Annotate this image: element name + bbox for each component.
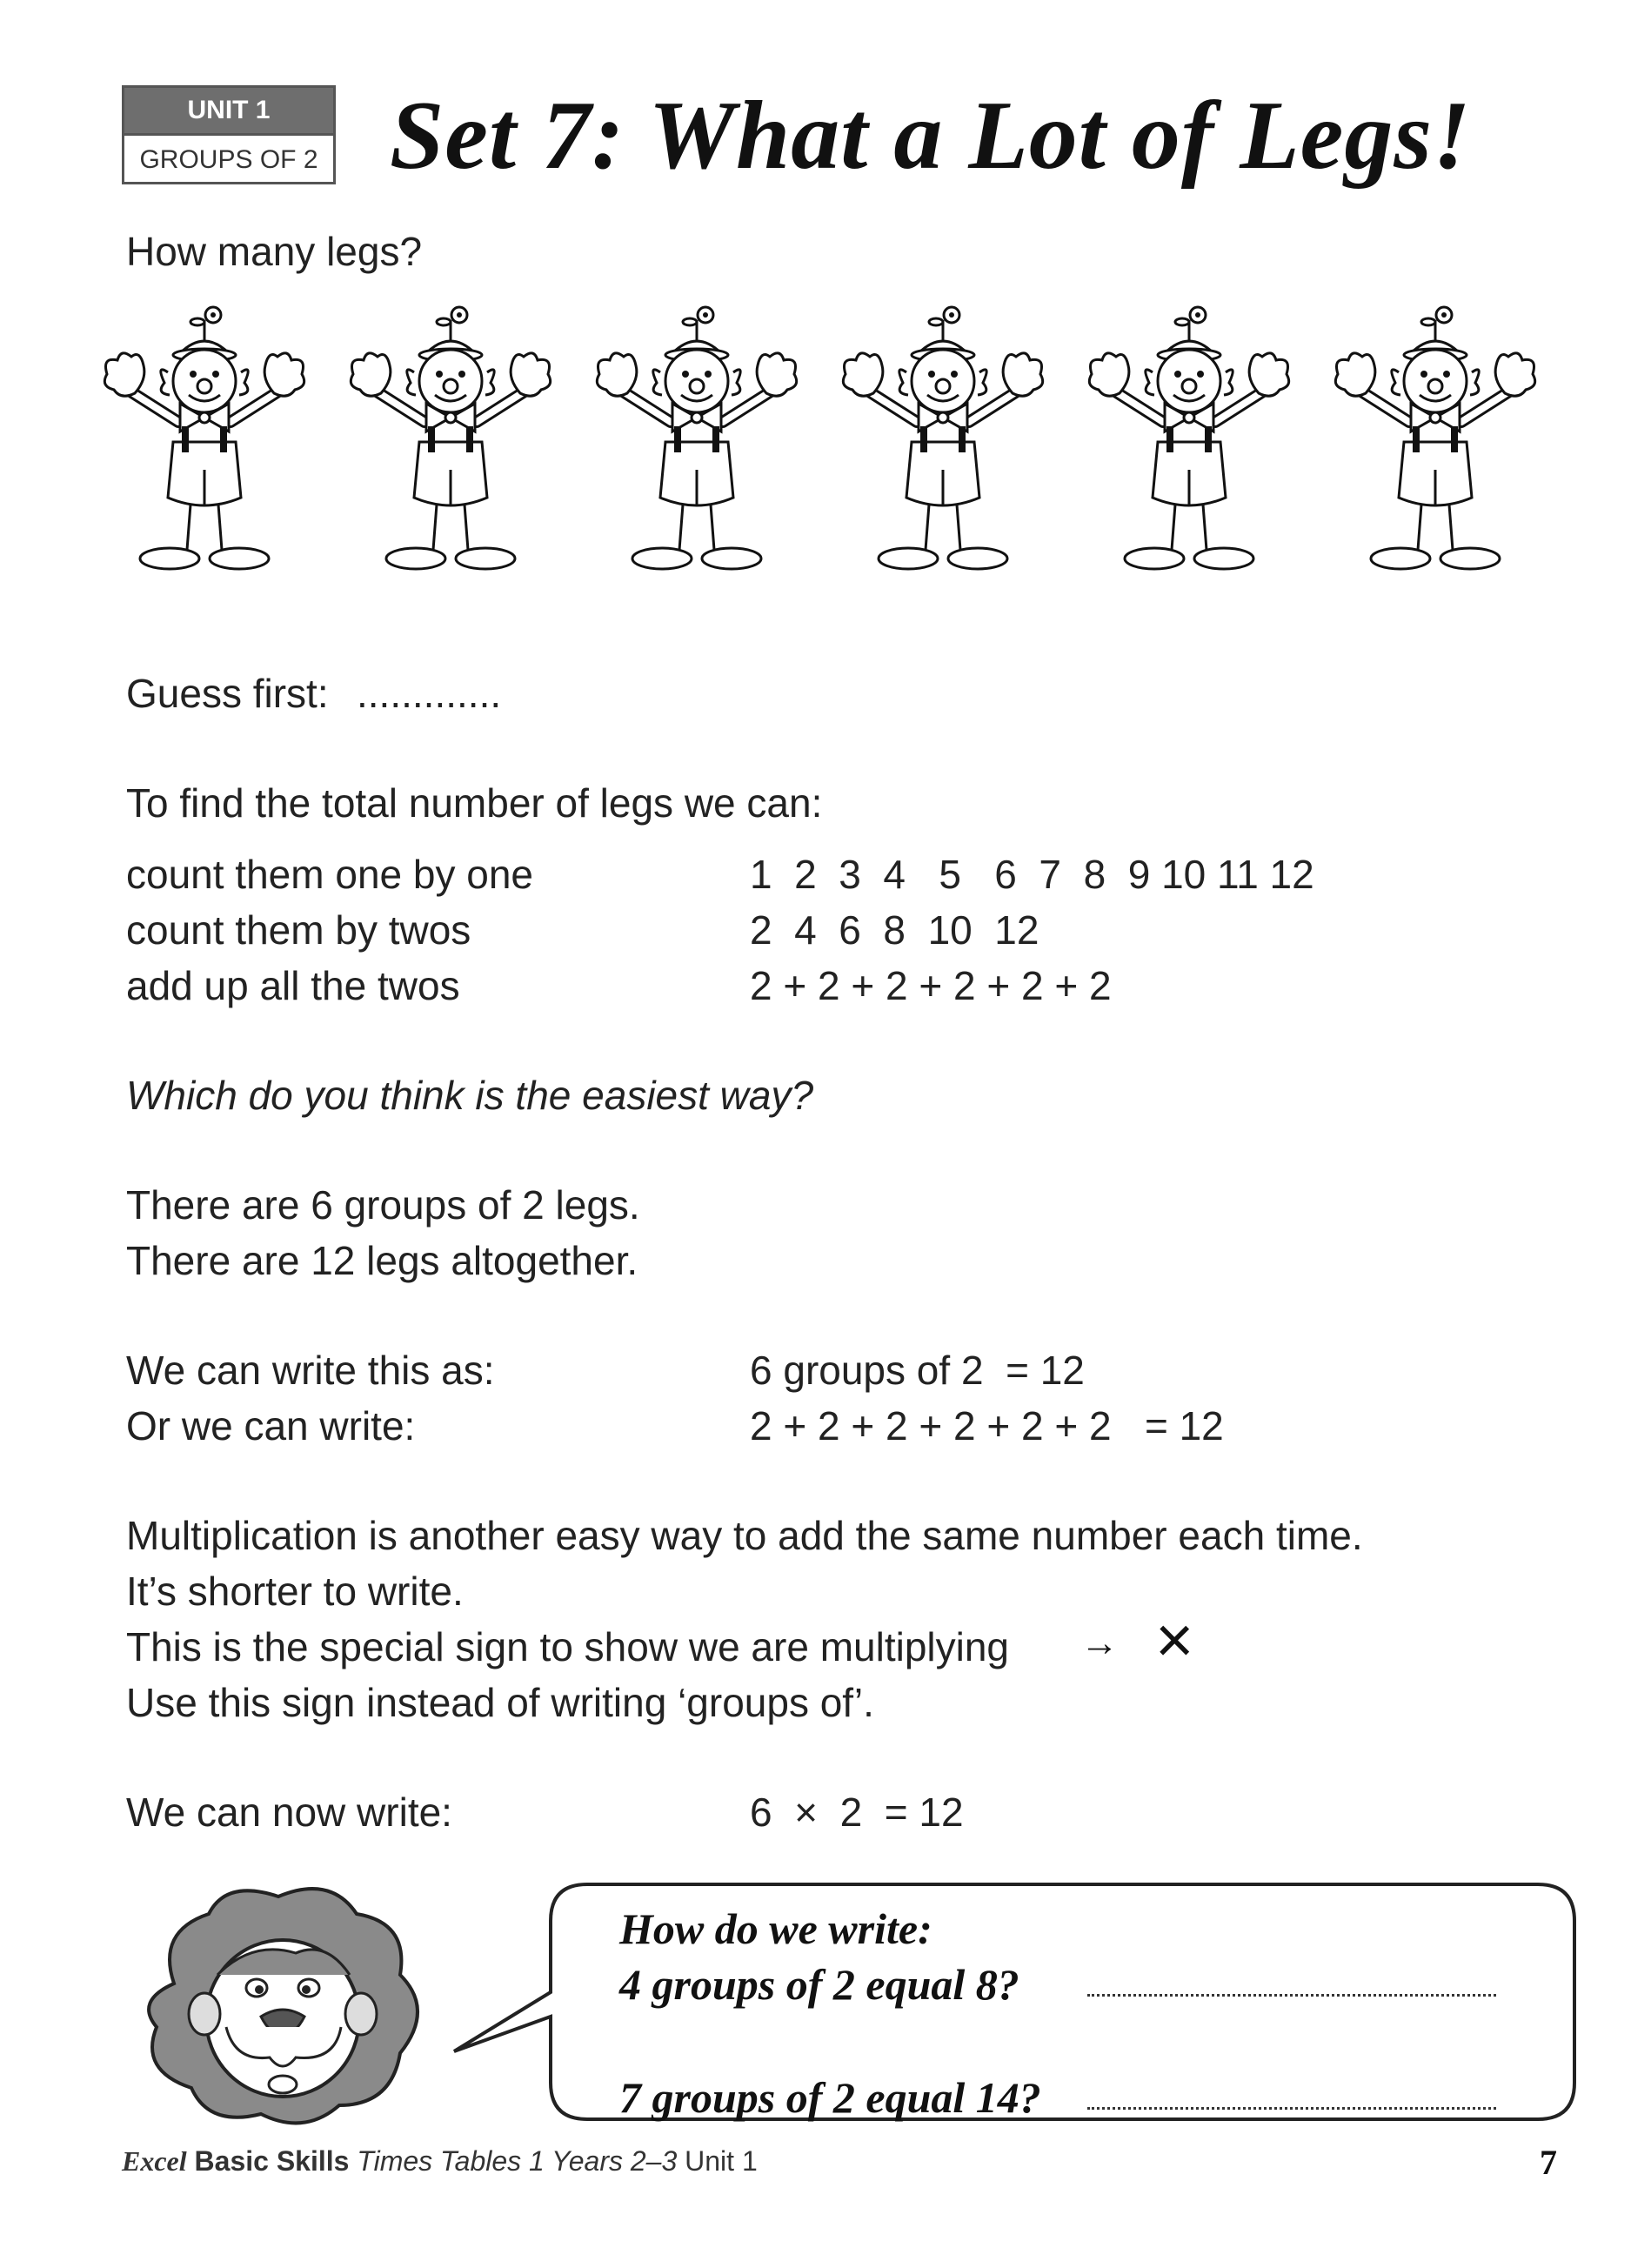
- prompt-text: How many legs?: [126, 229, 423, 274]
- method-value: 2 4 6 8 10 12: [750, 907, 1039, 953]
- unit-badge: [122, 85, 336, 184]
- clown-icon: [104, 307, 304, 569]
- footer-series: Basic Skills: [194, 2145, 350, 2177]
- speech-line: 7 groups of 2 equal 14?: [619, 2073, 1041, 2122]
- easiest-question: Which do you think is the easiest way?: [126, 1073, 814, 1118]
- fact-line: There are 12 legs altogether.: [126, 1238, 638, 1283]
- write-label: Or we can write:: [126, 1403, 416, 1448]
- lion-icon: [122, 1879, 452, 2131]
- footer-unit: Unit 1: [685, 2145, 758, 2177]
- speech-line: How do we write:: [619, 1904, 932, 1953]
- guess-blank[interactable]: .............: [357, 671, 502, 716]
- clown-icon: [351, 307, 550, 569]
- clown-icon: [597, 307, 796, 569]
- clown-icon: [1335, 307, 1534, 569]
- clowns-illustration: [83, 296, 1605, 609]
- speech-line: 4 groups of 2 equal 8?: [619, 1960, 1019, 2009]
- now-write-label: We can now write:: [126, 1790, 452, 1835]
- arrow-icon: →: [1080, 1622, 1119, 1664]
- write-value: 2 + 2 + 2 + 2 + 2 + 2 = 12: [750, 1403, 1224, 1448]
- clown-icon: [843, 307, 1042, 569]
- multiplication-line: Use this sign instead of writing ‘groups of’.: [126, 1680, 874, 1725]
- clown-icon: [1089, 307, 1288, 569]
- unit-label: UNIT 1: [124, 88, 333, 133]
- unit-topic: GROUPS OF 2: [124, 133, 333, 182]
- answer-blank-1[interactable]: [1087, 1994, 1496, 1997]
- answer-blank-2[interactable]: [1087, 2107, 1496, 2110]
- method-value: 2 + 2 + 2 + 2 + 2 + 2: [750, 963, 1112, 1008]
- fact-line: There are 6 groups of 2 legs.: [126, 1182, 640, 1228]
- footer-book: Times Tables 1 Years 2–3: [357, 2145, 678, 2177]
- page-number: 7: [1540, 2143, 1557, 2182]
- write-label: We can write this as:: [126, 1348, 495, 1393]
- method-label: count them by twos: [126, 907, 471, 953]
- find-intro: To find the total number of legs we can:: [126, 780, 823, 826]
- method-label: count them one by one: [126, 852, 533, 897]
- now-write-value: 6 × 2 = 12: [750, 1790, 964, 1835]
- times-sign-icon: ×: [1155, 1603, 1194, 1677]
- guess-label: Guess first:: [126, 671, 329, 716]
- method-value: 1 2 3 4 5 6 7 8 9 10 11 12: [750, 852, 1314, 897]
- method-label: add up all the twos: [126, 963, 460, 1008]
- multiplication-line: It’s shorter to write.: [126, 1569, 464, 1614]
- page-title: Set 7: What a Lot of Legs!: [390, 82, 1472, 190]
- footer: [122, 2145, 758, 2178]
- footer-brand: Excel: [122, 2145, 187, 2177]
- multiplication-line: This is the special sign to show we are multiplying: [126, 1624, 1010, 1669]
- write-value: 6 groups of 2 = 12: [750, 1348, 1085, 1393]
- multiplication-line: Multiplication is another easy way to add the same number each time.: [126, 1513, 1363, 1558]
